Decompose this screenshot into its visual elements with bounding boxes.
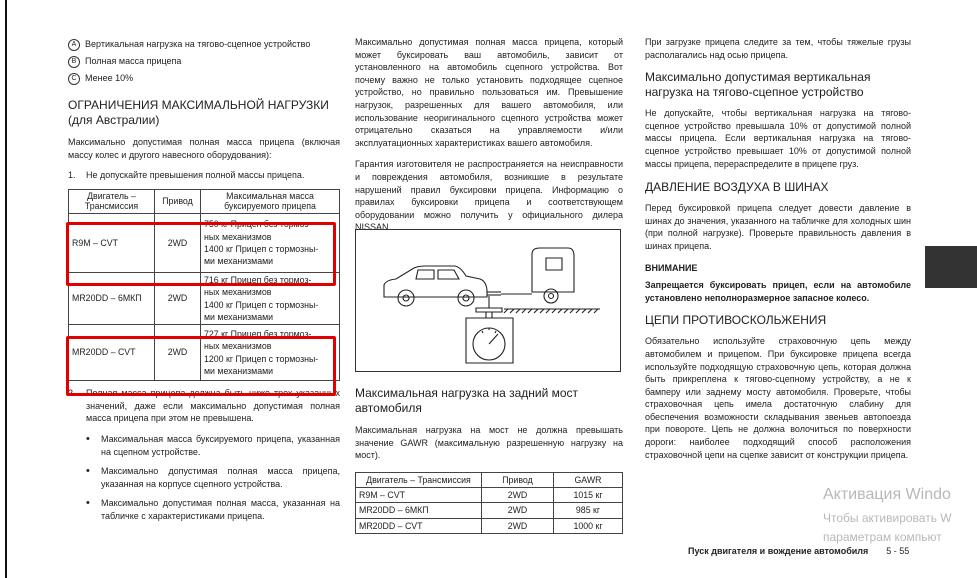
mass-line: ных механизмов	[204, 287, 272, 298]
cell-drive: 2WD	[482, 488, 554, 503]
item-number: 1.	[68, 170, 76, 181]
mass-line: ми механизмами	[204, 311, 274, 322]
legend-item-b	[68, 53, 340, 70]
section-heading-load-limits	[68, 98, 340, 128]
legend-letter-c: C	[68, 73, 80, 85]
page-edge-rule	[5, 0, 7, 578]
mass-line: ми механизмами	[204, 365, 274, 376]
warning-title: ВНИМАНИЕ	[645, 262, 698, 273]
list-item: • Максимально допустимая полная масса прицепа, указанная на корпусе сцепного устройства.	[86, 465, 340, 490]
intro-paragraph: Максимально допустимая полная масса прицепа (включая массу колес и другого навесного оборудования):	[68, 137, 340, 160]
car-trailer-scale-icon	[356, 230, 620, 371]
table-row	[356, 518, 623, 533]
paragraph-safety-chains: Обязательно используйте страховочную цепь между автомобилем и прицепом. При буксировке прицепа всегда используйте подходящую страховочную цепь, которая должна быть прикреплена к тягово-сцепному устройству, а не к бамперу или заднему мосту автомобиля. Проверьте, чтобы страховочная цепь имела достаточную слабину для обеспечения возможности складывания звеньев автопоезда при повороте. Цепь не должна волочиться по поверхности дороги: наиболее подходящий способ расположения страховочной цепи на сцепке зависит от конструкции прицепа.	[645, 336, 911, 460]
mass-line: 1400 кг Прицеп с тормозны-	[204, 243, 319, 254]
heading-line-2: автомобиля	[355, 401, 422, 415]
item-number: 2.	[68, 388, 76, 399]
heading-line-1: Максимально допустимая вертикальная	[645, 70, 871, 85]
cell-engine: R9M – CVT	[69, 213, 155, 272]
chapter-tab-marker	[925, 246, 977, 288]
cell-gawr: 1015 кг	[554, 488, 623, 503]
windows-activation-watermark-text	[823, 509, 952, 546]
cell-drive: 2WD	[482, 518, 554, 533]
table-row	[356, 488, 623, 503]
table-header-row	[356, 472, 623, 487]
watermark-line: параметрам компьют	[823, 529, 942, 544]
paragraph-vertical-load: Не допускайте, чтобы вертикальная нагрузка на тягово-сцепное устройство превышала 10% от допустимой полной массы прицепа. Если вертикальная нагрузка на тягово-сцепное устройство превышает 10% от допустимой полной массы прицепа, перераспределите в прицепе груз.	[645, 108, 911, 169]
cell-engine: MR20DD – 6МКП	[69, 272, 155, 324]
legend-letter-a: A	[68, 39, 80, 51]
mass-line: 1200 кг Прицеп с тормозны-	[204, 353, 319, 364]
list-item: • Максимально допустимая полная масса, указанная на табличке с характеристиками прицепа.	[86, 497, 340, 522]
header-drive: Привод	[482, 472, 554, 487]
paragraph-warranty: Гарантия изготовителя не распространяется на неисправности и повреждения автомобиля, возникшие в результате нарушений правил буксировки прицепа. Информацию о правилах буксировки прицепа и соответствующем оборудовании можно получить у официального дилера NISSAN.	[355, 159, 623, 233]
paragraph-tire-pressure: Перед буксировкой прицепа следует довести давление в шинах до значения, указанного на табличке для холодных шин (при полной нагрузке). Проверьте правильность давления в шинах прицепа.	[645, 203, 911, 251]
list-item: • Максимальная масса буксируемого прицепа, указанная на сцепном устройстве.	[86, 433, 340, 458]
column-middle	[355, 36, 623, 234]
paragraph-hitch: Максимально допустимая полная масса прицепа, который может буксировать ваш автомобиль, зависит от установленного на автомобиль сцепного устройства. Вот почему важно не только установить подходящее сцепное устройство, но правильно пользоваться им. Превышение нагрузок, разрешенных для вашего автомобиля, или использование неоригинального сцепного устройства может отрицательно сказаться на управляемости и/или эксплуатационных характеристиках вашего автомобиля.	[355, 37, 623, 148]
mass-line: 750 кг Прицеп без тормоз-	[204, 219, 312, 230]
section-heading-tire-pressure: ДАВЛЕНИЕ ВОЗДУХА В ШИНАХ	[645, 180, 829, 195]
page-footer	[688, 545, 909, 558]
header-engine: Двигатель – Трансмиссия	[69, 189, 155, 213]
cell-drive: 2WD	[155, 325, 201, 381]
header-max-mass: Максимальная масса буксируемого прицепа	[201, 189, 340, 213]
highlight-box-r9m	[66, 222, 336, 286]
heading-line-2: нагрузка на тягово-сцепное устройство	[645, 85, 864, 100]
legend-text-b: Полная масса прицепа	[85, 56, 182, 67]
watermark-line: Чтобы активировать W	[823, 511, 952, 525]
section-heading-rear-axle	[355, 386, 623, 416]
gawr-table	[355, 472, 623, 534]
cell-engine: MR20DD – 6МКП	[356, 503, 482, 518]
trailer-load-illustration	[355, 229, 621, 372]
item-text: Полная масса прицепа должна быть ниже трех указанных значений, даже если максимально допустимая полная масса прицепа при этом не превышена.	[86, 388, 340, 424]
legend-item-a	[68, 36, 340, 53]
paragraph-cargo: При загрузке прицепа следите за тем, чтобы тяжелые грузы располагались над осью прицепа.	[645, 37, 911, 60]
column-right	[645, 36, 911, 461]
numbered-item-1	[68, 169, 340, 182]
table-row	[356, 503, 623, 518]
heading-line-1: Максимальная нагрузка на задний мост	[355, 386, 579, 400]
page-number: 5 - 55	[886, 546, 910, 556]
cell-engine: R9M – CVT	[356, 488, 482, 503]
mass-line: ми механизмами	[204, 256, 274, 267]
legend-text-c: Менее 10%	[85, 73, 134, 84]
cell-gawr: 1000 кг	[554, 518, 623, 533]
paragraph-gawr: Максимальная нагрузка на мост не должна превышать значение GAWR (максимальную разрешенную нагрузку на мост).	[355, 425, 623, 461]
cell-drive: 2WD	[155, 213, 201, 272]
mass-line: 716 кг Прицеп без тормоз-	[204, 274, 312, 285]
windows-activation-watermark-title: Активация Windo	[823, 486, 951, 503]
section-heading-safety-chains: ЦЕПИ ПРОТИВОСКОЛЬЖЕНИЯ	[645, 313, 827, 328]
legend-text-a: Вертикальная нагрузка на тягово-сцепное устройство	[85, 39, 311, 50]
footer-section-title: Пуск двигателя и вождение автомобиля	[688, 546, 869, 556]
cell-gawr: 985 кг	[554, 503, 623, 518]
header-engine: Двигатель – Трансмиссия	[356, 472, 482, 487]
header-gawr: GAWR	[554, 472, 623, 487]
highlight-box-mr20dd-cvt	[66, 336, 336, 396]
table-header-row	[69, 189, 340, 213]
mass-line: ных механизмов	[204, 341, 272, 352]
item-text: Не допускайте превышения полной массы прицепа.	[86, 170, 305, 181]
mass-line: ных механизмов	[204, 231, 272, 242]
heading-line-2: (для Австралии)	[68, 113, 160, 127]
cell-drive: 2WD	[482, 503, 554, 518]
heading-line-1: ОГРАНИЧЕНИЯ МАКСИМАЛЬНОЙ НАГРУЗКИ	[68, 98, 329, 112]
mass-line: 727 кг Прицеп без тормоз-	[204, 329, 312, 339]
bullet-list	[86, 433, 340, 523]
legend-item-c	[68, 70, 340, 87]
section-heading-vertical-load	[645, 70, 911, 100]
cell-engine: MR20DD – CVT	[356, 518, 482, 533]
legend-letter-b: B	[68, 56, 80, 68]
warning-text: Запрещается буксировать прицеп, если на автомобиле установлено неполноразмерное запасное колесо.	[645, 280, 911, 303]
header-drive: Привод	[155, 189, 201, 213]
cell-engine: MR20DD – CVT	[69, 325, 155, 381]
cell-drive: 2WD	[155, 272, 201, 324]
column-middle-lower	[355, 386, 623, 534]
mass-line: 1400 кг Прицеп с тормозны-	[204, 299, 319, 310]
